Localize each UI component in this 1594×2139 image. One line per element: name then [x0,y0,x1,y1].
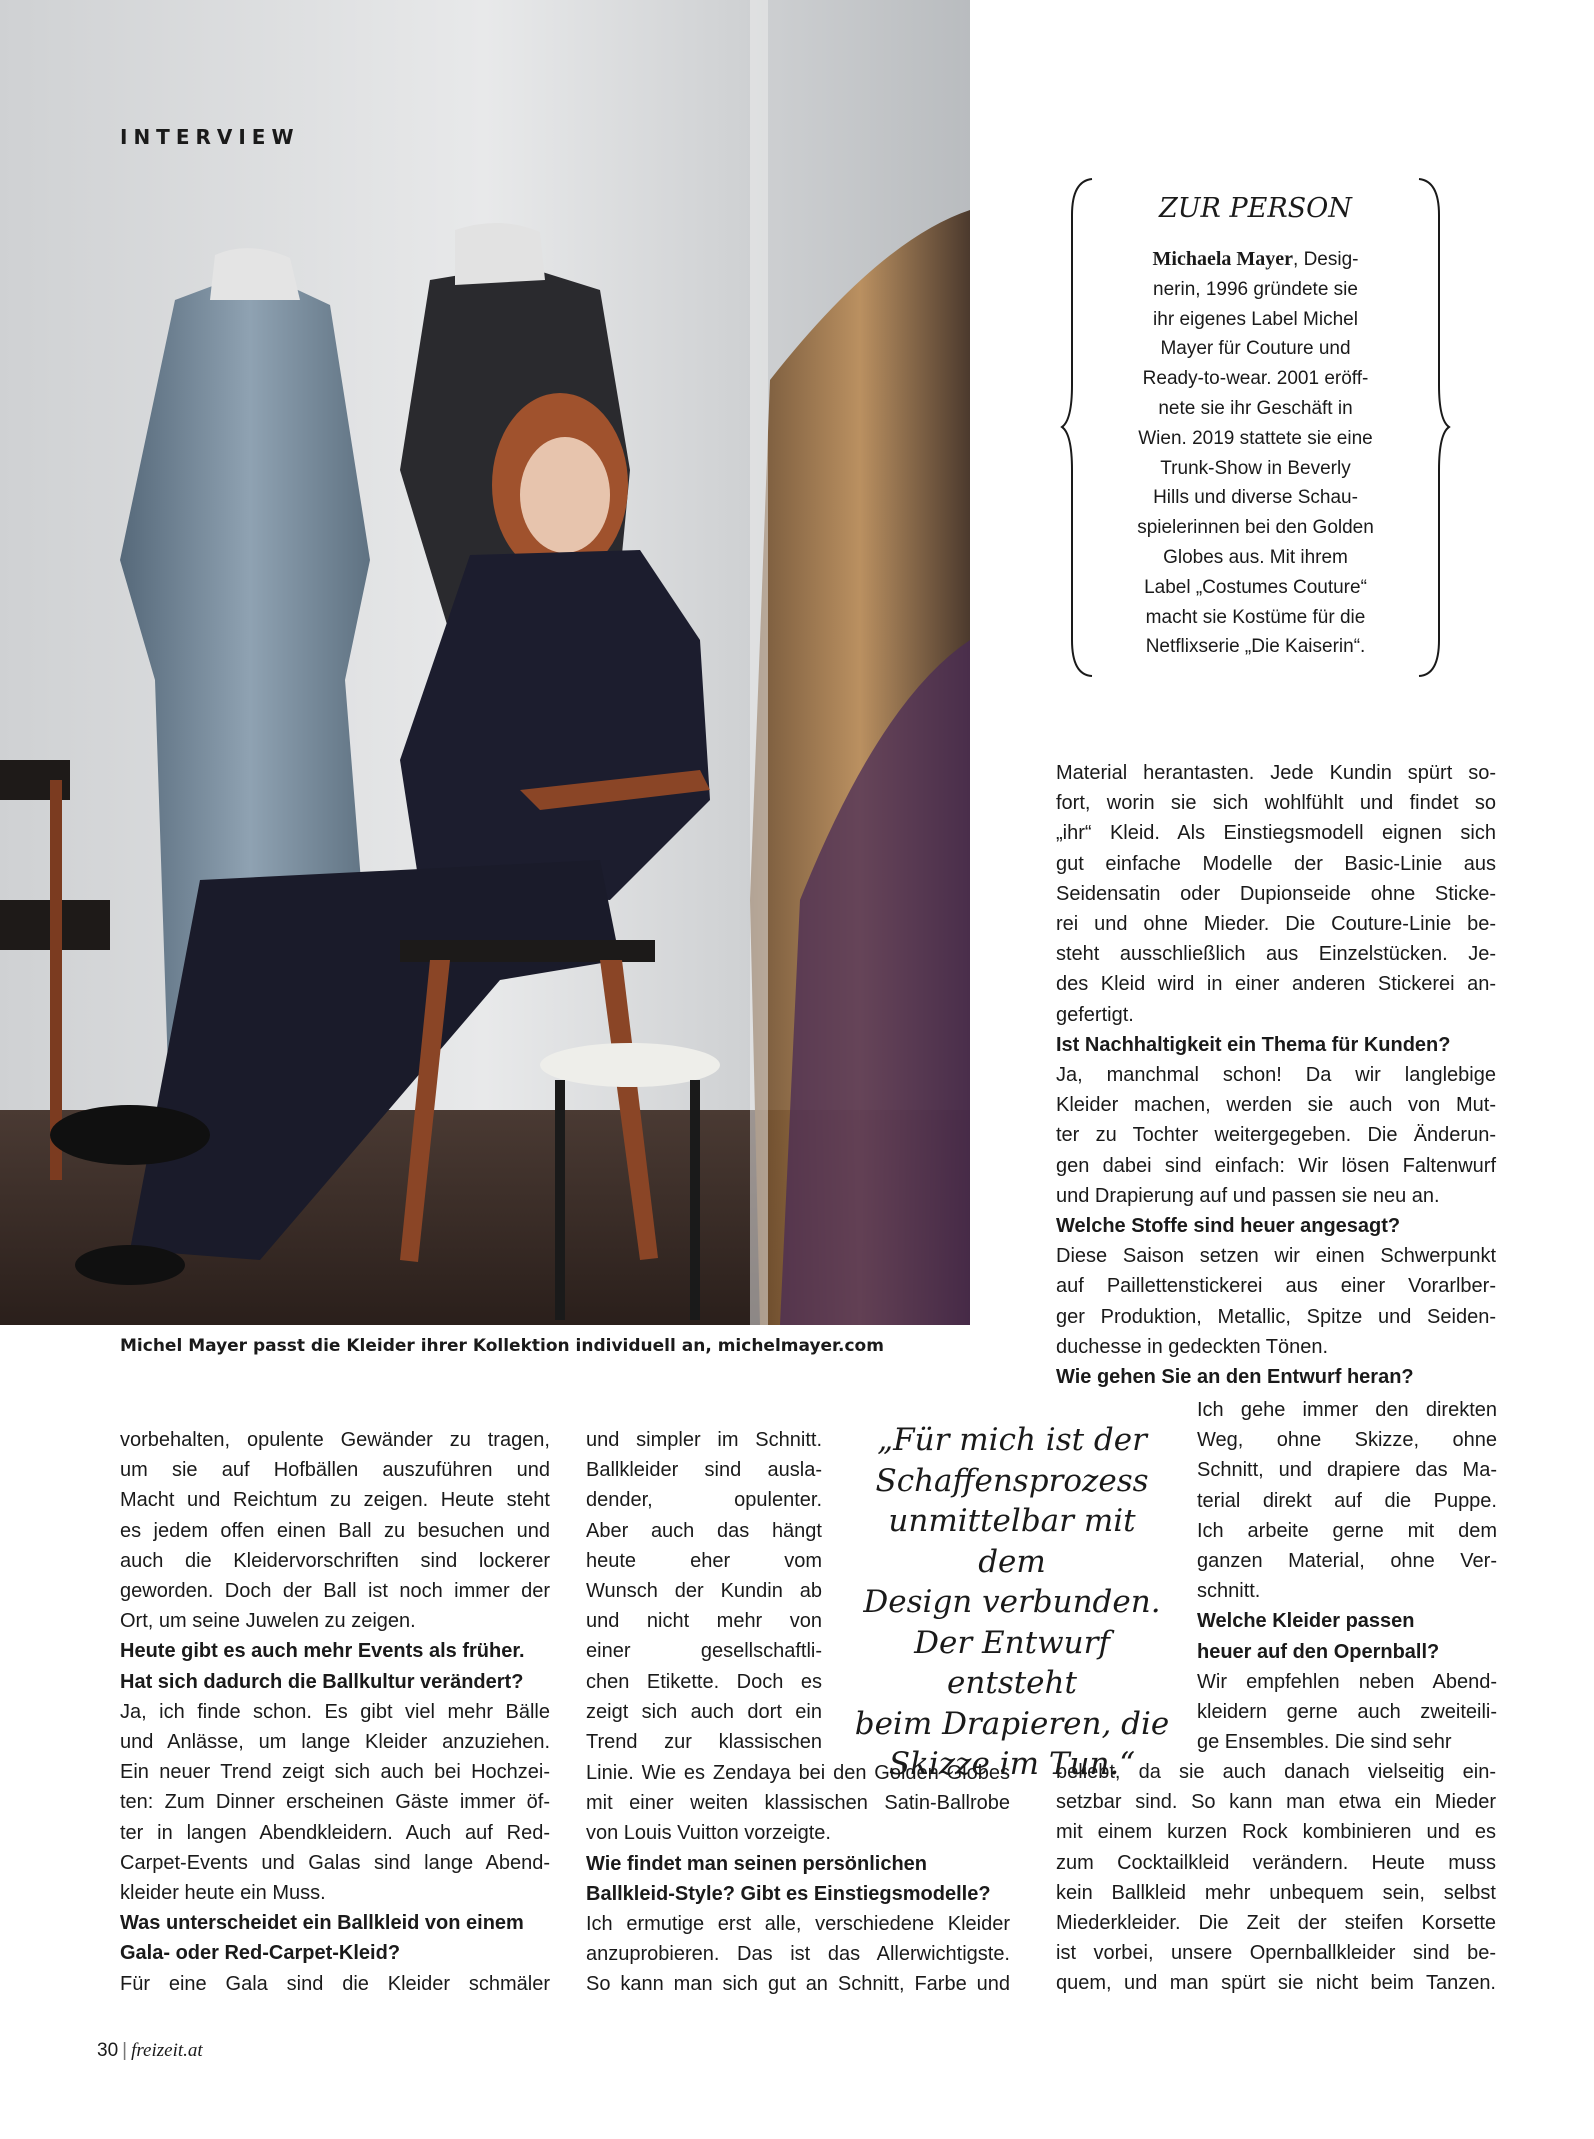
text-line: kein Ballkleid mehr unbequem sein, selbst [1056,1881,1496,1904]
text-line: mit einem kurzen Rock kombinieren und es [1056,1821,1496,1844]
interview-question: Ist Nachhaltigkeit ein Thema für Kunden? [1056,1033,1451,1056]
pull-quote-line: Skizze im Tun.“ [888,1746,1136,1782]
text-line: Seidensatin oder Dupionseide ohne Sticke- [1056,882,1496,905]
photo-caption: Michel Mayer passt die Kleider ihrer Kollektion individuell an, michelmayer.com [120,1336,884,1356]
pull-quote-line: beim Drapieren, die [854,1705,1170,1742]
text-line: Trend zur klassischen [586,1731,822,1754]
text-line: um sie auf Hofbällen auszuführen und [120,1459,550,1482]
text-line: Material herantasten. Jede Kundin spürt so- [1056,762,1496,784]
footer-separator: | [122,2040,128,2061]
text-line: Ich gehe immer den direkten [1197,1399,1497,1421]
pull-quote [852,1420,1172,1785]
text-line: schnitt. [1197,1580,1261,1603]
text-line: zeigt sich auch dort ein [586,1700,822,1723]
text-line: terial direkt auf die Puppe. [1197,1489,1497,1512]
info-box-line: Hills und diverse Schau- [1153,487,1358,509]
text-line: Carpet-Events und Galas sind lange Abend- [120,1851,550,1874]
interview-question: Welche Kleider passen [1197,1610,1415,1633]
page-footer [97,2040,203,2062]
info-box-line: nerin, 1996 gründete sie [1153,278,1358,300]
text-line: „ihr“ Kleid. Als Einstiegsmodell eignen sich [1056,822,1496,845]
text-line: ist vorbei, unsere Opernballkleider sind be- [1056,1942,1496,1965]
info-box-line: macht sie Kostüme für die [1145,606,1366,628]
info-box-line: spielerinnen bei den Golden [1137,517,1374,539]
article-column-right-narrow [1197,1395,1497,1757]
text-line: gut einfache Modelle der Basic-Linie aus [1056,852,1496,875]
article-column-right-bottom [1056,1757,1496,1999]
interview-question: heuer auf den Opernball? [1197,1640,1440,1663]
text-line: setzbar sind. So kann man etwa ein Mieder [1056,1791,1496,1814]
text-line: anzuprobieren. Das ist das Allerwichtigste. [586,1943,1010,1966]
text-line: beliebt, da sie auch danach vielseitig ein- [1056,1761,1496,1783]
text-line: auf Paillettenstickerei aus einer Vorarlber- [1056,1275,1496,1298]
interview-question: Hat sich dadurch die Ballkultur verändert? [120,1670,524,1693]
text-line: duchesse in gedeckten Tönen. [1056,1335,1329,1358]
text-line: vorbehalten, opulente Gewänder zu tragen, [120,1429,550,1451]
info-box-line: Netflixserie „Die Kaiserin“. [1145,636,1366,658]
interview-question: Heute gibt es auch mehr Events als früher. [120,1640,525,1663]
text-line: Ja, ich finde schon. Es gibt viel mehr Bälle [120,1700,550,1723]
text-line: des Kleid wird in einer anderen Stickerei an- [1056,973,1496,996]
text-line: gen dabei sind einfach: Wir lösen Faltenwurf [1056,1154,1496,1177]
text-line: und nicht mehr von [586,1610,822,1633]
article-column-middle-narrow [586,1425,822,1757]
article-column-middle [586,1758,1010,2000]
text-line: quem, und man spürt sie nicht beim Tanzen. [1056,1972,1496,1995]
text-line: ter zu Tochter weitergegeben. Die Änderun- [1056,1124,1496,1147]
info-box-line: nete sie ihr Geschäft in [1158,397,1353,419]
pull-quote-line: unmittelbar mit dem [888,1503,1136,1580]
left-brace-icon [1058,175,1098,680]
info-box-line: ihr eigenes Label Michel [1153,308,1358,330]
info-box-line: Globes aus. Mit ihrem [1163,546,1348,568]
footer-site: freizeit.at [131,2040,203,2061]
text-line: rei und ohne Mieder. Die Couture-Linie be- [1056,913,1496,936]
page-number: 30 [97,2040,119,2061]
pull-quote-line: Der Entwurf entsteht [914,1624,1110,1701]
text-line: kleidern gerne auch zweiteili- [1197,1701,1497,1724]
text-line: heute eher vom [586,1549,822,1572]
text-line: dender, opulenter. [586,1489,822,1512]
text-line: So kann man sich gut an Schnitt, Farbe und [586,1973,1010,1996]
text-line: ganzen Material, ohne Ver- [1197,1550,1497,1573]
face [520,437,610,553]
text-line: Kleider machen, werden sie auch von Mut- [1056,1094,1496,1117]
info-box-line: Mayer für Couture und [1160,338,1351,360]
text-line: gefertigt. [1056,1003,1134,1026]
interview-question: Gala- oder Red-Carpet-Kleid? [120,1942,401,1965]
text-line: und Drapierung auf und passen sie neu an. [1056,1184,1440,1207]
info-box-line: Trunk-Show in Beverly [1160,457,1351,479]
text-line: chen Etikette. Doch es [586,1670,822,1693]
info-box-name: Michaela Mayer [1152,248,1294,270]
text-line: Wir empfehlen neben Abend- [1197,1670,1497,1693]
interview-question: Ballkleid-Style? Gibt es Einstiegsmodelle? [586,1882,991,1905]
text-line: von Louis Vuitton vorzeigte. [586,1822,831,1845]
interview-question: Wie gehen Sie an den Entwurf heran? [1056,1366,1414,1389]
text-line: fort, worin sie sich wohlfühlt und findet so [1056,792,1496,815]
text-line: geworden. Doch der Ball ist noch immer der [120,1580,550,1603]
text-line: zum Cocktailkleid verändern. Heute muss [1056,1851,1496,1874]
text-line: Weg, ohne Skizze, ohne [1197,1429,1497,1452]
info-box-title: ZUR PERSON [1159,193,1352,224]
text-line: ten: Zum Dinner erscheinen Gäste immer öf- [120,1791,550,1814]
info-box-text [1098,245,1413,662]
portrait-photo [0,0,970,1325]
text-line: kleider heute ein Muss. [120,1882,326,1905]
pull-quote-line: „Für mich ist der [877,1422,1147,1458]
pull-quote-line: Schaffensprozess [875,1462,1149,1499]
text-line: auch die Kleidervorschriften sind lockerer [120,1549,550,1572]
interview-question: Welche Stoffe sind heuer angesagt? [1056,1215,1401,1238]
article-column-left [120,1425,550,1999]
text-line: Aber auch das hängt [586,1519,822,1542]
info-box-line: Michaela Mayer, Desig- [1152,248,1359,270]
section-label: INTERVIEW [120,125,300,149]
text-line: Ja, manchmal schon! Da wir langlebige [1056,1064,1496,1087]
pull-quote-line: Design verbunden. [863,1584,1161,1620]
info-box-line: Label „Costumes Couture“ [1144,576,1367,598]
text-line: Wunsch der Kundin ab [586,1580,822,1603]
interview-question: Wie findet man seinen persönlichen [586,1852,927,1875]
text-line: Linie. Wie es Zendaya bei den Golden Globes [586,1762,1010,1784]
text-line: Diese Saison setzen wir einen Schwerpunkt [1056,1245,1496,1268]
right-brace-icon [1413,175,1453,680]
text-line: mit einer weiten klassischen Satin-Ballrobe [586,1792,1010,1815]
text-line: ger Produktion, Metallic, Spitze und Seiden- [1056,1305,1496,1328]
article-column-right-top [1056,758,1496,1392]
person-info-box [1058,175,1453,680]
text-line: ge Ensembles. Die sind sehr [1197,1731,1452,1754]
photo-illustration [0,0,970,1325]
text-line: Miederkleider. Die Zeit der steifen Korsette [1056,1912,1496,1935]
text-line: Schnitt, und drapiere das Ma- [1197,1459,1497,1482]
text-line: Ich ermutige erst alle, verschiedene Kleider [586,1913,1010,1936]
text-line: steht ausschließlich aus Einzelstücken. Je- [1056,943,1496,966]
text-line: Ich arbeite gerne mit dem [1197,1519,1497,1542]
text-line: es jedem offen einen Ball zu besuchen und [120,1519,550,1542]
text-line: einer gesellschaftli- [586,1640,822,1663]
text-line: und Anlässe, um lange Kleider anzuziehen. [120,1731,550,1754]
text-line: Für eine Gala sind die Kleider schmäler [120,1972,550,1995]
info-box-line: Wien. 2019 stattete sie eine [1138,427,1373,449]
interview-question: Was unterscheidet ein Ballkleid von einem [120,1912,524,1935]
text-line: ter in langen Abendkleidern. Auch auf Red- [120,1821,550,1844]
text-line: Macht und Reichtum zu zeigen. Heute steht [120,1489,550,1512]
info-box-line: Ready-to-wear. 2001 eröff- [1142,368,1369,390]
text-line: Ort, um seine Juwelen zu zeigen. [120,1610,416,1633]
text-line: Ballkleider sind ausla- [586,1459,822,1482]
text-line: und simpler im Schnitt. [586,1429,822,1451]
text-line: Ein neuer Trend zeigt sich auch bei Hochzei- [120,1761,550,1784]
